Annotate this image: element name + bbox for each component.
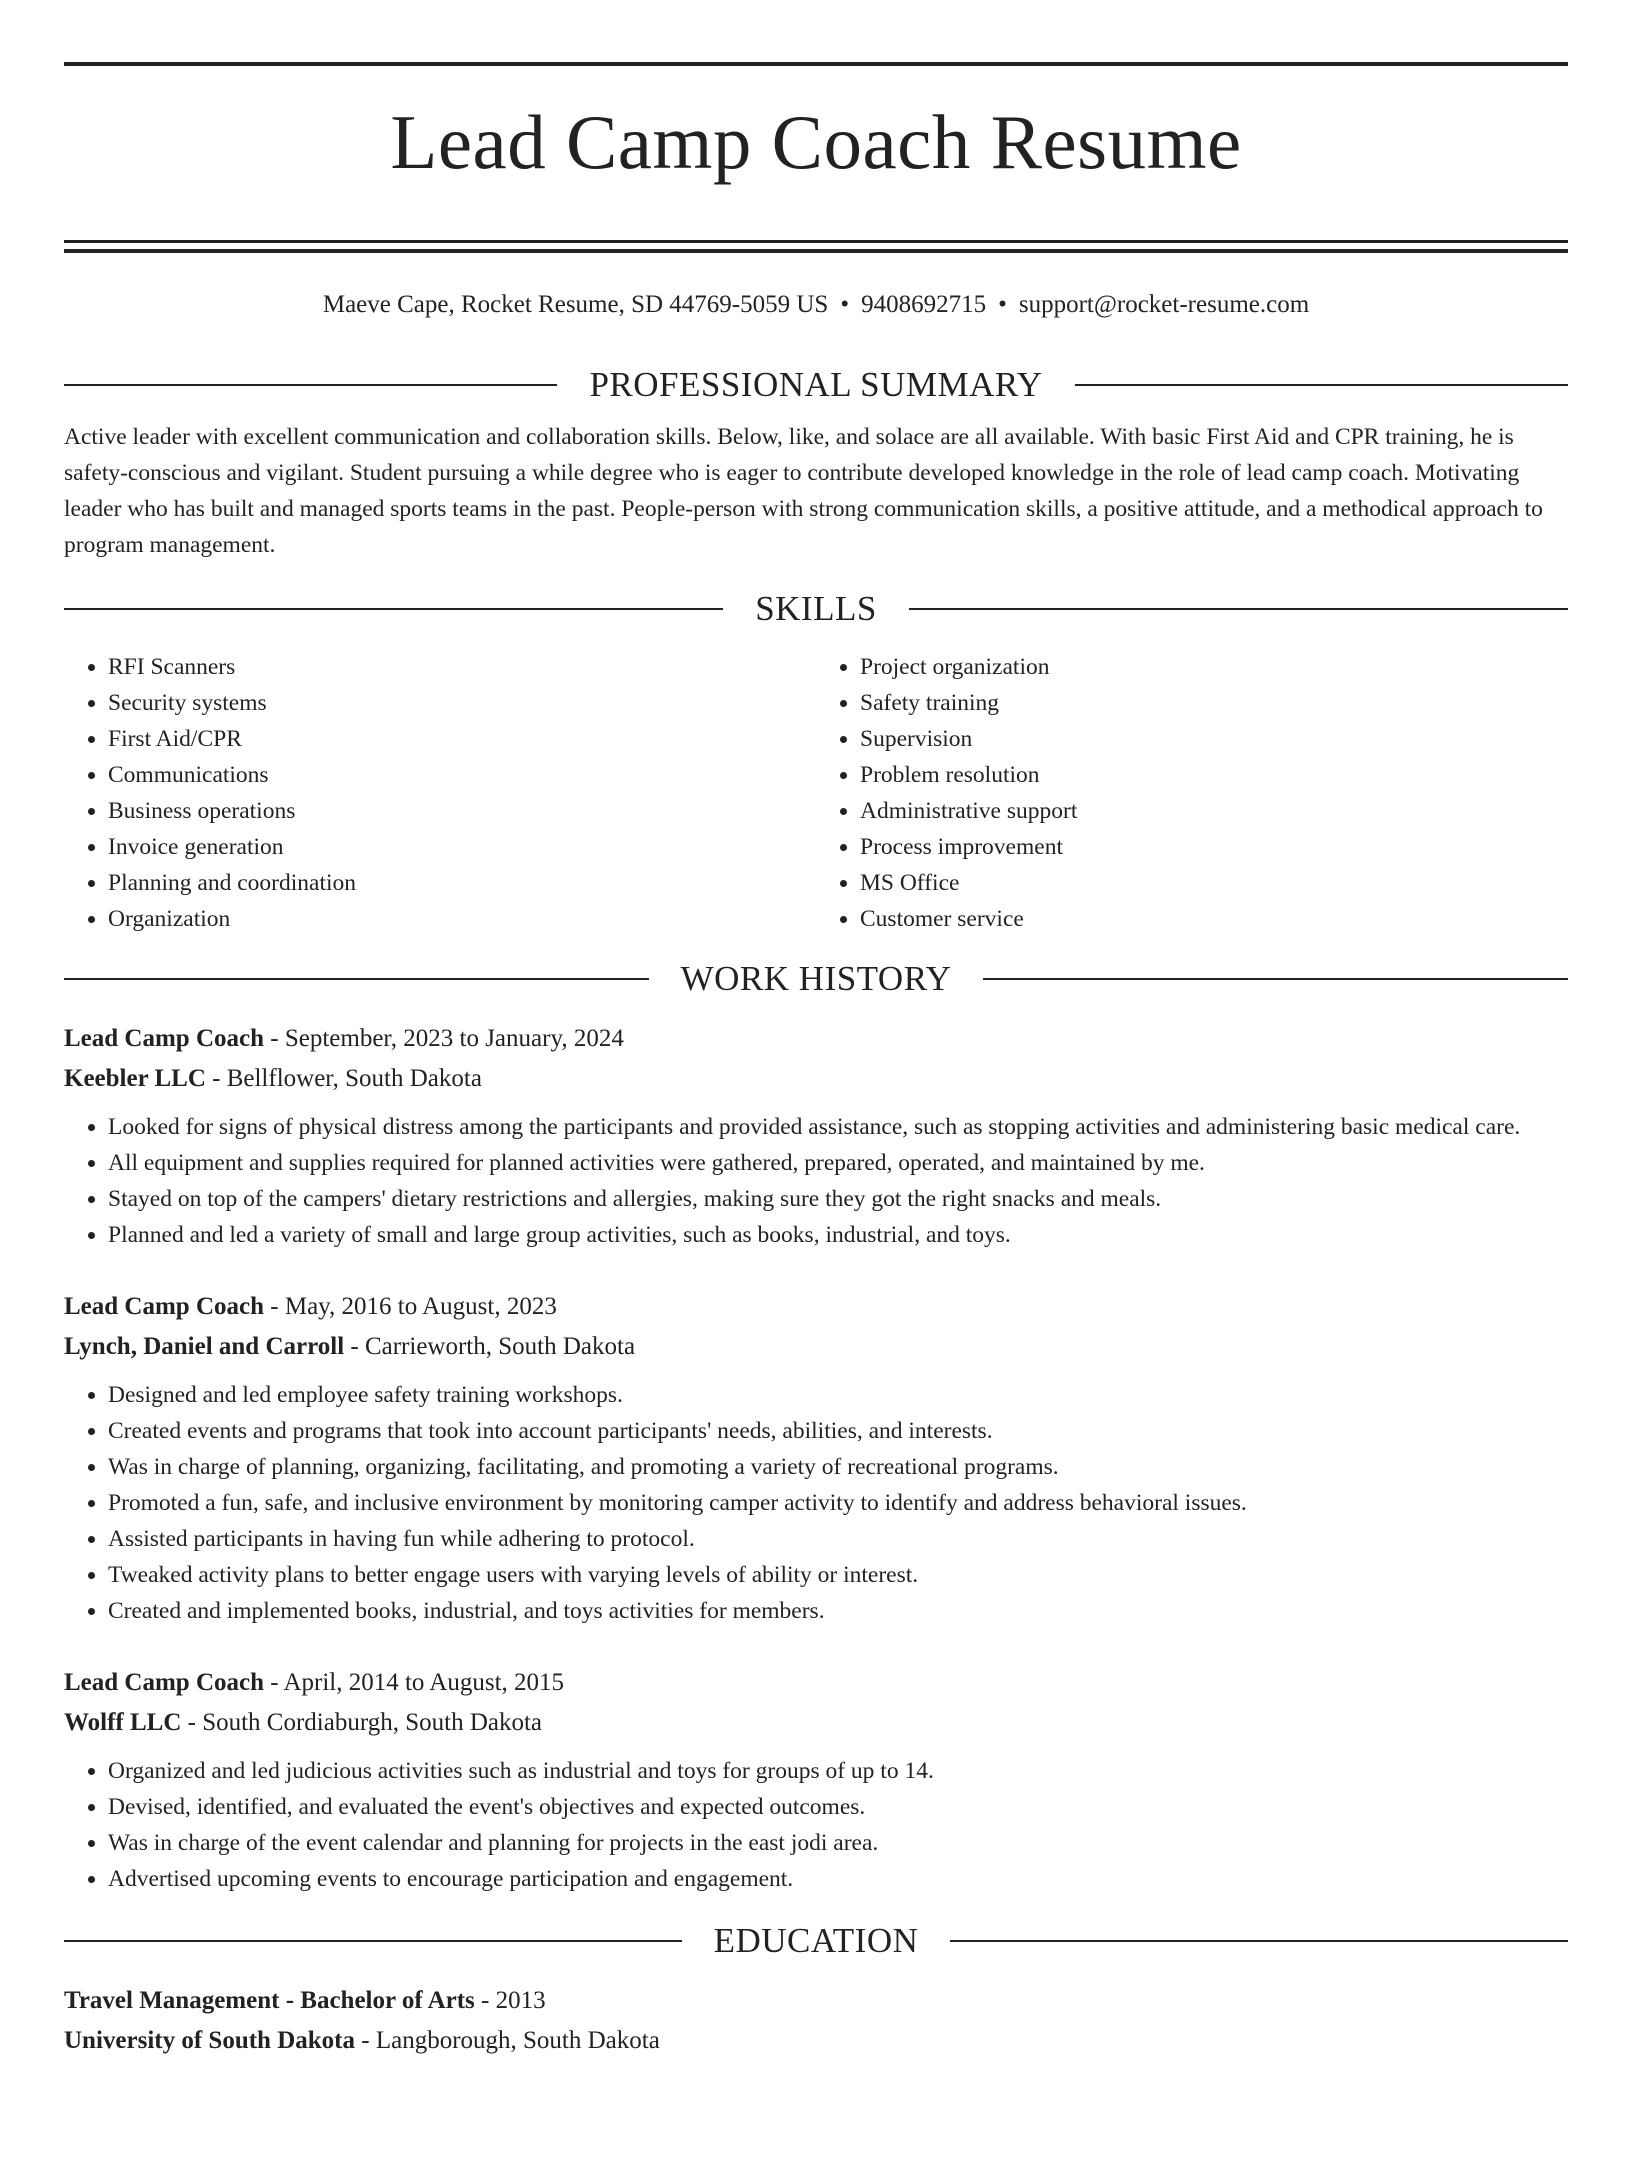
section-heading-work (64, 959, 1568, 999)
contact-email: support@rocket-resume.com (1018, 290, 1310, 318)
skill-item: • MS Office (860, 865, 1568, 901)
skill-item: • Business operations (108, 793, 816, 829)
page-title: Lead Camp Coach Resume (390, 99, 1242, 185)
skill-item: • Communications (108, 757, 816, 793)
skills-column-left (64, 649, 816, 937)
skill-item: • Process improvement (860, 829, 1568, 865)
education-year: - 2013 (474, 1986, 546, 2014)
job-bullet: • Devised, identified, and evaluated the event's objectives and expected outcomes. (108, 1789, 1568, 1825)
heading-rule (909, 608, 1568, 610)
job-bullet: • Organized and led judicious activities such as industrial and toys for groups of up to 14. (108, 1753, 1568, 1789)
skill-item: • Security systems (108, 685, 816, 721)
education-degree-line (64, 1981, 1568, 2021)
skill-item: • Supervision (860, 721, 1568, 757)
section-title: EDUCATION (713, 1920, 919, 1960)
resume-page (0, 62, 1632, 2174)
job-bullets (64, 1109, 1568, 1253)
skills-column-right (816, 649, 1568, 937)
education-school: University of South Dakota (64, 2026, 355, 2054)
job-title-line (64, 1663, 1568, 1703)
job-bullet: • Promoted a fun, safe, and inclusive environment by monitoring camper activity to identify and address behavioral issues. (108, 1485, 1568, 1521)
job-location: - Bellflower, South Dakota (205, 1064, 482, 1092)
job-company: Lynch, Daniel and Carroll (64, 1332, 345, 1360)
job-company-line (64, 1703, 1568, 1743)
job-bullet: • All equipment and supplies required for planned activities were gathered, prepared, operated, and maintained by me. (108, 1145, 1568, 1181)
section-heading-education (64, 1921, 1568, 1961)
heading-rule (64, 978, 649, 980)
skill-item: • First Aid/CPR (108, 721, 816, 757)
job-bullet: • Created events and programs that took into account participants' needs, abilities, and interests. (108, 1413, 1568, 1449)
job-location: - Carrieworth, South Dakota (344, 1332, 636, 1360)
job-company-line (64, 1059, 1568, 1099)
job-company: Keebler LLC (64, 1064, 206, 1092)
education-location: - Langborough, South Dakota (355, 2026, 660, 2054)
skill-item: • Planning and coordination (108, 865, 816, 901)
job-dates: - April, 2014 to August, 2015 (264, 1668, 565, 1696)
job-bullet: • Stayed on top of the campers' dietary restrictions and allergies, making sure they got the right snacks and meals. (108, 1181, 1568, 1217)
job-entry (64, 1287, 1568, 1629)
job-bullets (64, 1377, 1568, 1629)
job-bullet: • Was in charge of the event calendar and planning for projects in the east jodi area. (108, 1825, 1568, 1861)
job-dates: - September, 2023 to January, 2024 (264, 1024, 624, 1052)
job-bullets (64, 1753, 1568, 1897)
job-bullet: • Planned and led a variety of small and large group activities, such as books, industrial, and toys. (108, 1217, 1568, 1253)
section-title: WORK HISTORY (680, 958, 952, 998)
job-company-line (64, 1327, 1568, 1367)
job-entry (64, 1019, 1568, 1253)
professional-summary: Active leader with excellent communication and collaboration skills. Below, like, and solace are all available. With basic First Aid and CPR training, he is safety-conscious and vigilant. Student pursuing a while degree who is eager to contribute developed knowledge in the role of lead camp coach. Motivating leader who has built and managed sports teams in the past. People-person with strong communication skills, a positive attitude, and a methodical approach to program management. (64, 423, 1543, 558)
contact-separator: • (840, 290, 850, 318)
section-title: SKILLS (755, 588, 877, 628)
job-bullet: • Created and implemented books, industrial, and toys activities for members. (108, 1593, 1568, 1629)
skill-item: • Customer service (860, 901, 1568, 937)
section-heading-skills (64, 589, 1568, 629)
job-company: Wolff LLC (64, 1708, 182, 1736)
heading-rule (983, 978, 1568, 980)
skills-list (64, 649, 1568, 937)
job-bullet: • Assisted participants in having fun while adhering to protocol. (108, 1521, 1568, 1557)
skill-item: • Safety training (860, 685, 1568, 721)
skill-item: • Invoice generation (108, 829, 816, 865)
heading-rule (64, 384, 557, 386)
work-history (64, 1019, 1568, 1897)
skill-item: • Administrative support (860, 793, 1568, 829)
job-bullet: • Looked for signs of physical distress among the participants and provided assistance, such as stopping activities and administering basic medical care. (108, 1109, 1568, 1145)
heading-rule (64, 1940, 682, 1942)
job-location: - South Cordiaburgh, South Dakota (181, 1708, 543, 1736)
job-title: Lead Camp Coach (64, 1024, 265, 1052)
job-bullet: • Tweaked activity plans to better engage users with varying levels of ability or interest. (108, 1557, 1568, 1593)
education-school-line (64, 2021, 1568, 2061)
contact-address: Maeve Cape, Rocket Resume, SD 44769-5059 US (322, 290, 829, 318)
contact-line (64, 289, 1568, 321)
job-bullet: • Was in charge of planning, organizing, facilitating, and promoting a variety of recreational programs. (108, 1449, 1568, 1485)
contact-separator: • (998, 290, 1007, 318)
title-double-rule (64, 240, 1568, 253)
section-title: PROFESSIONAL SUMMARY (589, 364, 1043, 404)
job-bullet: • Designed and led employee safety training workshops. (108, 1377, 1568, 1413)
section-heading-summary (64, 365, 1568, 405)
heading-rule (1075, 384, 1568, 386)
job-title-line (64, 1287, 1568, 1327)
education-entry (64, 1981, 1568, 2061)
top-rule (64, 62, 1568, 66)
heading-rule (950, 1940, 1568, 1942)
job-title: Lead Camp Coach (64, 1292, 265, 1320)
skill-item: • Organization (108, 901, 816, 937)
skill-item: • Problem resolution (860, 757, 1568, 793)
job-bullet: • Advertised upcoming events to encourage participation and engagement. (108, 1861, 1568, 1897)
job-dates: - May, 2016 to August, 2023 (264, 1292, 557, 1320)
skill-item: • Project organization (860, 649, 1568, 685)
contact-phone: 9408692715 (861, 290, 987, 318)
skill-item: • RFI Scanners (108, 649, 816, 685)
job-title-line (64, 1019, 1568, 1059)
heading-rule (64, 608, 723, 610)
job-entry (64, 1663, 1568, 1897)
education-degree: Travel Management - Bachelor of Arts (64, 1986, 475, 2014)
job-title: Lead Camp Coach (64, 1668, 265, 1696)
